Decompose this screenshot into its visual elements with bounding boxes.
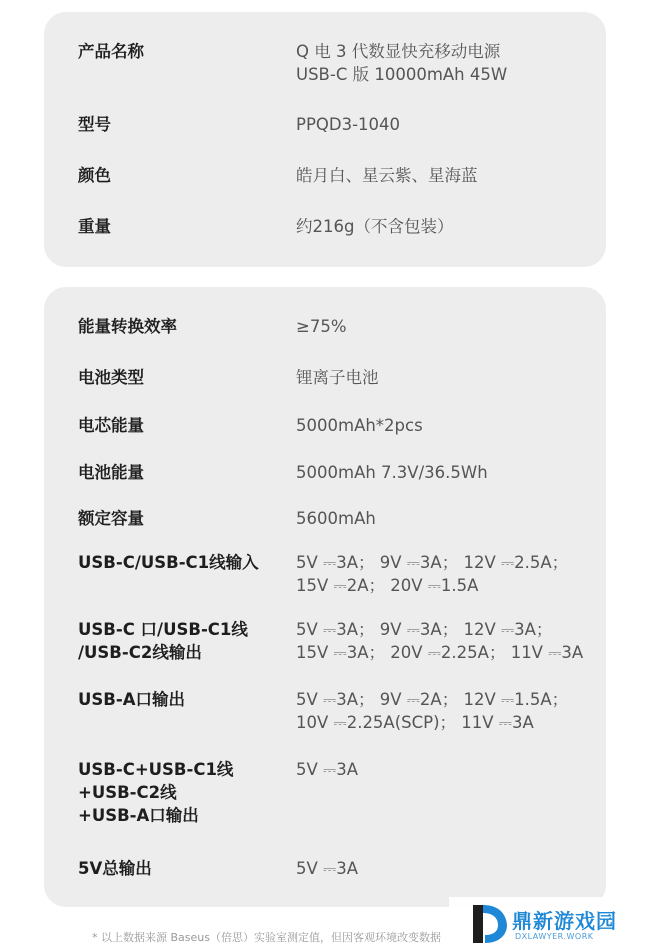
spec-value: 5V ⎓3A； 9V ⎓2A； 12V ⎓1.5A； 10V ⎓2.25A(SCP)； 11V ⎓3A bbox=[296, 690, 569, 732]
spec-value: 锂离子电池 bbox=[296, 368, 379, 387]
spec-label: 型号 bbox=[78, 115, 111, 134]
spec-card-power-info bbox=[44, 287, 606, 907]
spec-value: 5V ⎓3A bbox=[296, 760, 358, 779]
spec-label: USB-C/USB-C1线输入 bbox=[78, 553, 259, 572]
spec-label: 5V总输出 bbox=[78, 859, 152, 878]
spec-value: 5600mAh bbox=[296, 509, 376, 528]
spec-label: USB-A口输出 bbox=[78, 690, 185, 709]
spec-label: USB-C 口/USB-C1线 /USB-C2线输出 bbox=[78, 620, 248, 662]
spec-value: 5V ⎓3A bbox=[296, 859, 358, 878]
spec-label: 电芯能量 bbox=[78, 416, 144, 435]
spec-label: 产品名称 bbox=[78, 42, 144, 61]
spec-value: 5V ⎓3A； 9V ⎓3A； 12V ⎓3A； 15V ⎓3A； 20V ⎓2.25A； 11V ⎓3A bbox=[296, 620, 584, 662]
site-watermark bbox=[449, 897, 649, 952]
disclaimer-footnote: * 以上数据来源 Baseus（倍思）实验室测定值，但因客观环境改变数据 bbox=[92, 931, 441, 944]
spec-value: 约216g（不含包装） bbox=[296, 217, 454, 236]
spec-label: USB-C+USB-C1线 +USB-C2线 +USB-A口输出 bbox=[78, 760, 234, 825]
spec-label: 电池类型 bbox=[78, 368, 144, 387]
spec-value: Q 电 3 代数显快充移动电源 USB-C 版 10000mAh 45W bbox=[296, 42, 508, 84]
spec-label: 额定容量 bbox=[78, 509, 144, 528]
spec-value: 5000mAh*2pcs bbox=[296, 416, 423, 435]
spec-value: 5000mAh 7.3V/36.5Wh bbox=[296, 463, 488, 482]
watermark-subtitle: DXLAWYER.WORK bbox=[515, 932, 594, 941]
watermark-title: 鼎新游戏园 bbox=[512, 909, 617, 933]
spec-label: 重量 bbox=[78, 217, 111, 236]
spec-card-basic-info bbox=[44, 12, 606, 267]
spec-value: 5V ⎓3A； 9V ⎓3A； 12V ⎓2.5A； 15V ⎓2A； 20V ⎓1.5A bbox=[296, 553, 569, 595]
spec-value: PPQD3-1040 bbox=[296, 115, 401, 134]
d-logo-icon bbox=[469, 902, 509, 948]
spec-label: 颜色 bbox=[78, 166, 111, 185]
spec-value: ≥75% bbox=[296, 317, 347, 336]
spec-value: 皓月白、星云紫、星海蓝 bbox=[296, 166, 478, 185]
spec-label: 能量转换效率 bbox=[78, 317, 177, 336]
spec-label: 电池能量 bbox=[78, 463, 144, 482]
